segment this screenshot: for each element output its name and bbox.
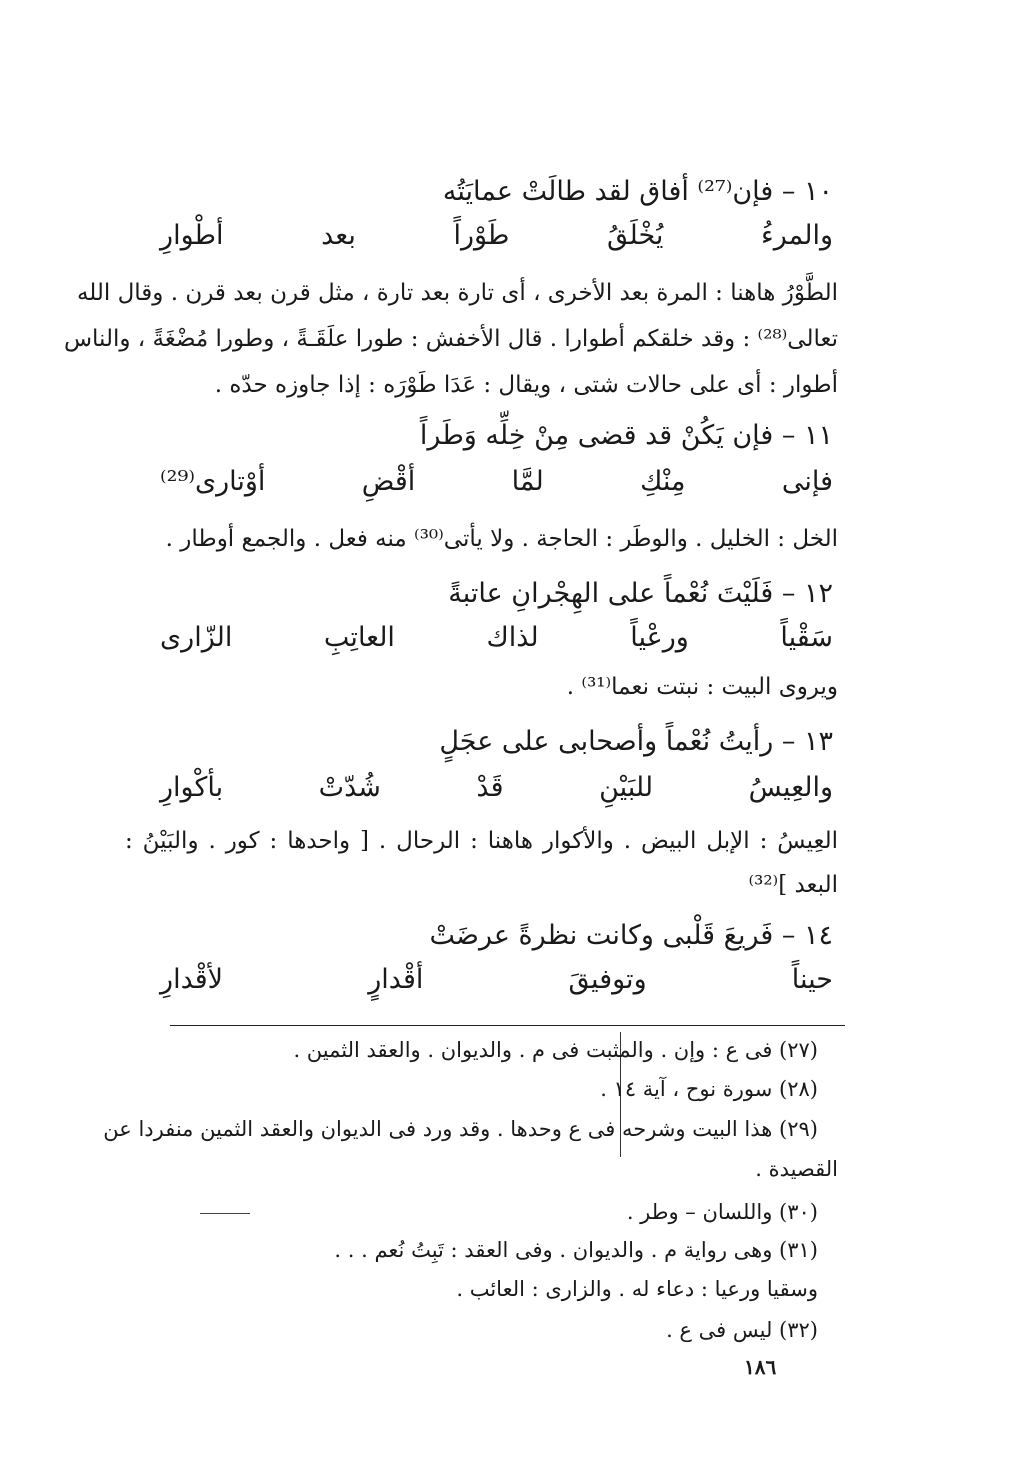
verse-word: حيناً <box>791 964 833 995</box>
verse-14-line-2 <box>160 964 833 996</box>
verse-word: أقْضِ <box>361 466 416 497</box>
verse-word: والمرءُ <box>761 220 833 251</box>
verse-word: مِنْكِ <box>640 466 686 497</box>
verse-word: أوْتارى⁽²⁹⁾ <box>160 466 266 497</box>
footnote-30: (٣٠) واللسان – وطر . <box>626 1200 818 1224</box>
verse-word: أقْدارٍ <box>368 964 424 995</box>
verse-word: قَدْ <box>476 772 504 803</box>
footnote-divider <box>170 1025 845 1026</box>
page-number: ١٨٦ <box>744 1355 777 1379</box>
verse-word: لمَّا <box>511 466 544 497</box>
verse-word: شُدّتْ <box>318 772 381 803</box>
verse-word: يُخْلَقُ <box>607 220 664 251</box>
verse-14-line-1: ١٤ – فَريعَ قَلْبى وكانت نظرةً عرضَتْ <box>429 920 833 951</box>
commentary-line: أطوار : أى على حالات شتى ، ويقال : عَدَا طَوْرَه : إذا جاوزه حدّه . <box>214 372 838 398</box>
verse-word: لذاك <box>486 622 539 653</box>
verse-word: طَوْراً <box>453 220 510 251</box>
verse-12-line-1: ١٢ – فَلَيْتَ نُعْماً على الهِجْرانِ عاتبةً <box>448 578 833 609</box>
verse-11-line-1: ١١ – فإن يَكُنْ قد قضى مِنْ خِلِّه وَطَراً <box>419 420 833 451</box>
verse-word: العاتِبِ <box>323 622 395 653</box>
verse-word: وتوفيقَ <box>568 964 647 995</box>
verse-word: سَقْياً <box>780 622 833 653</box>
footnote-27: (٢٧) فى ع : وإن . والمثبت فى م . والديوان . والعقد الثمين . <box>293 1038 818 1062</box>
verse-13-line-2 <box>160 772 833 804</box>
commentary-line: الطَّوْرُ هاهنا : المرة بعد الأخرى ، أى تارة بعد تارة ، مثل قرن بعد قرن . وقال الله <box>76 280 838 306</box>
verse-word: بأكْوارِ <box>160 772 224 803</box>
verse-13-line-1: ١٣ – رأيتُ نُعْماً وأصحابى على عجَلٍ <box>439 726 833 757</box>
verse-11-line-2 <box>160 466 833 498</box>
footnote-31-cont: وسقيا ورعيا : دعاء له . والزارى : العائب . <box>456 1277 818 1301</box>
footnote-29: (٢٩) هذا البيت وشرحه فى ع وحدها . وقد ورد فى الديوان والعقد الثمين منفردا عن <box>103 1117 818 1141</box>
footnote-31: (٣١) وهى رواية م . والديوان . وفى العقد : تَبِتُ نُعم . . . <box>334 1238 818 1262</box>
verse-word: والعِيسُ <box>748 772 833 803</box>
commentary-line: الخل : الخليل . والوطَر : الحاجة . ولا يأتى⁽³⁰⁾ منه فعل . والجمع أوطار . <box>165 526 838 552</box>
verse-word: بعد <box>321 220 356 251</box>
verse-word: أطْوارِ <box>160 220 224 251</box>
footnote-28: (٢٨) سورة نوح ، آية ١٤ . <box>600 1077 818 1101</box>
verse-word: ورعْياً <box>630 622 689 653</box>
verse-10-line-2 <box>160 220 833 252</box>
verse-10-line-1: ١٠ – فإن⁽²⁷⁾ أفاق لقد طالَتْ عمايَتُه <box>442 176 833 207</box>
verse-word: الزّارى <box>160 622 233 653</box>
commentary-line: البعد ]⁽³²⁾ <box>748 872 838 898</box>
commentary-line: تعالى⁽²⁸⁾ : وقد خلقكم أطوارا . قال الأخفش : طورا علَقَـةً ، وطورا مُضْغَةً ، والناس <box>63 326 838 352</box>
verse-word: لأقْدارِ <box>160 964 224 995</box>
footnote-32: (٣٢) ليس فى ع . <box>666 1318 818 1342</box>
verse-word: للبَيْنِ <box>599 772 654 803</box>
commentary-line: ويروى البيت : نبتت نعما⁽³¹⁾ . <box>566 674 838 700</box>
verse-12-line-2 <box>160 622 833 654</box>
commentary-line: العِيسُ : الإبل البيض . والأكوار هاهنا : الرحال . [ واحدها : كور . والبَيْنُ : <box>125 828 838 854</box>
footnote-29-cont: القصيدة . <box>755 1157 838 1181</box>
verse-word: فإنى <box>781 466 833 497</box>
